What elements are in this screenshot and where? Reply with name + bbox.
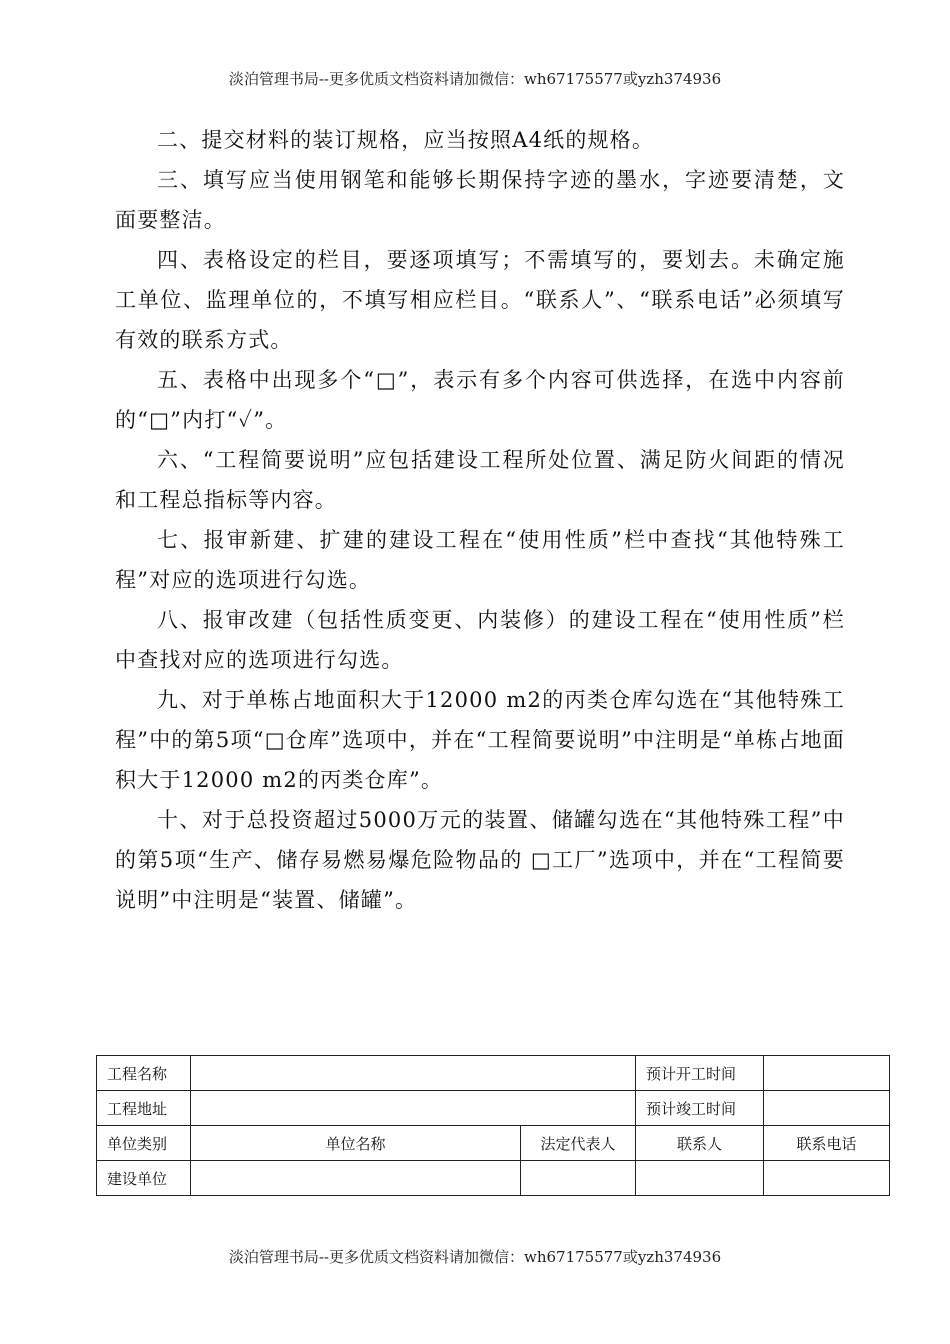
instruction-4: 四、表格设定的栏目，要逐项填写；不需填写的，要划去。未确定施工单位、监理单位的，不填写相应栏目。“联系人”、“联系电话”必须填写有效的联系方式。 <box>115 248 845 352</box>
instruction-5: 五、表格中出现多个“□”，表示有多个内容可供选择，在选中内容前的“□”内打“✓”。 <box>115 368 845 432</box>
table-row <box>97 1126 890 1161</box>
page-footer: 淡泊管理书局--更多优质文档资料请加微信：wh67175577或yzh374936 <box>228 1248 722 1266</box>
planned-finish-field[interactable] <box>764 1091 890 1126</box>
instruction-6: 六、“工程简要说明”应包括建设工程所处位置、满足防火间距的情况和工程总指标等内容。 <box>115 448 845 512</box>
page-header: 淡泊管理书局--更多优质文档资料请加微信：wh67175577或yzh374936 <box>228 70 722 88</box>
planned-start-field[interactable] <box>764 1056 890 1091</box>
phone-header: 联系电话 <box>764 1126 890 1161</box>
instruction-3: 三、填写应当使用钢笔和能够长期保持字迹的墨水，字迹要清楚，文面要整洁。 <box>115 168 845 232</box>
planned-finish-label: 预计竣工时间 <box>636 1091 764 1126</box>
unit-name-header: 单位名称 <box>191 1126 521 1161</box>
table-row <box>97 1056 890 1091</box>
project-address-label: 工程地址 <box>97 1091 191 1126</box>
construction-unit-name-field[interactable] <box>191 1161 521 1196</box>
legal-rep-header: 法定代表人 <box>521 1126 636 1161</box>
project-name-label: 工程名称 <box>97 1056 191 1091</box>
instruction-9: 九、对于单栋占地面积大于12000 m2的丙类仓库勾选在“其他特殊工程”中的第5项“□仓库”选项中，并在“工程简要说明”中注明是“单栋占地面积大于12000 m2的丙类仓库”。 <box>115 688 845 792</box>
table-row <box>97 1161 890 1196</box>
contact-header: 联系人 <box>636 1126 764 1161</box>
table-row <box>97 1091 890 1126</box>
construction-unit-contact-field[interactable] <box>636 1161 764 1196</box>
construction-unit-legal-rep-field[interactable] <box>521 1161 636 1196</box>
project-name-field[interactable] <box>191 1056 636 1091</box>
instruction-10: 十、对于总投资超过5000万元的装置、储罐勾选在“其他特殊工程”中的第5项“生产、储存易燃易爆危险物品的 □工厂”选项中，并在“工程简要说明”中注明是“装置、储罐”。 <box>115 808 845 912</box>
instructions-body <box>115 120 845 920</box>
instruction-7: 七、报审新建、扩建的建设工程在“使用性质”栏中查找“其他特殊工程”对应的选项进行勾选。 <box>115 528 845 592</box>
construction-unit-phone-field[interactable] <box>764 1161 890 1196</box>
project-info-table <box>96 1055 890 1196</box>
instruction-2: 二、提交材料的装订规格，应当按照A4纸的规格。 <box>157 128 655 152</box>
construction-unit-label: 建设单位 <box>97 1161 191 1196</box>
project-address-field[interactable] <box>191 1091 636 1126</box>
unit-type-header: 单位类别 <box>97 1126 191 1161</box>
planned-start-label: 预计开工时间 <box>636 1056 764 1091</box>
instruction-8: 八、报审改建（包括性质变更、内装修）的建设工程在“使用性质”栏中查找对应的选项进行勾选。 <box>115 608 845 672</box>
